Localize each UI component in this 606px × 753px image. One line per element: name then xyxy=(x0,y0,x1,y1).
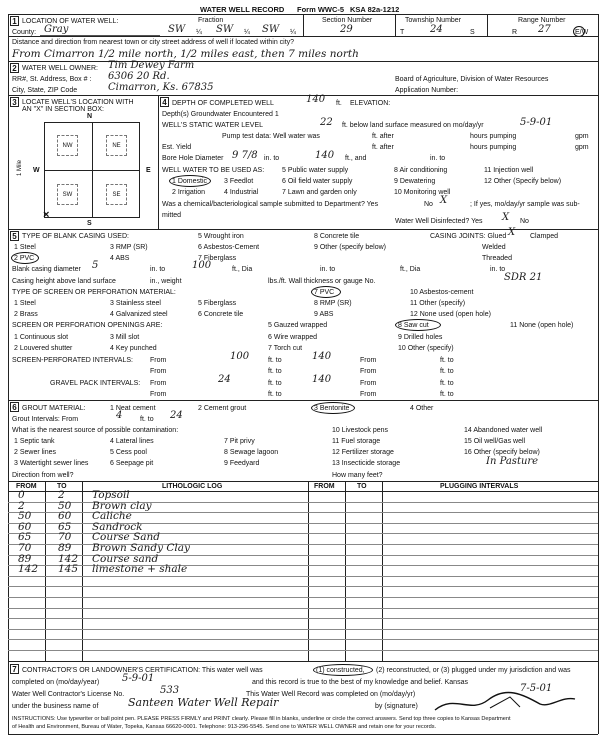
instructions: INSTRUCTIONS: Use typewriter or ball point pen. PLEASE PRESS FIRMLY and PRINT clearly. Please fill in blanks, underline or circle the correct answers. Send top three copies to Kansas Department xyxy=(12,716,511,722)
log-to: 2 xyxy=(58,489,65,501)
address-value: 6306 20 Rd. xyxy=(108,71,170,82)
log-from: 142 xyxy=(18,563,39,576)
log-from: 70 xyxy=(18,542,32,554)
fraction-3: SW xyxy=(262,24,280,35)
log-desc: Brown Sandy Clay xyxy=(92,542,190,554)
form-number: Form WWC-5 xyxy=(297,5,345,14)
signature xyxy=(430,690,580,716)
section-number-3: 3 xyxy=(10,97,19,107)
contamination-other: In Pasture xyxy=(486,456,539,467)
form-title: WATER WELL RECORD xyxy=(200,5,285,14)
distance-value: From Cimarron 1/2 mile north, 1/2 miles east, then 7 miles north xyxy=(12,48,359,60)
county-label: County: xyxy=(12,29,37,36)
depth-value: 140 xyxy=(306,94,326,105)
log-from: 2 xyxy=(18,499,25,512)
log-to: 89 xyxy=(58,542,72,554)
log-desc: Sandrock xyxy=(92,520,143,533)
log-desc: Course sand xyxy=(92,552,159,565)
owner-value: Tim Dewey Farm xyxy=(108,60,195,71)
log-to: 145 xyxy=(58,563,79,576)
grout-from: 4 xyxy=(116,410,123,421)
fraction-label: Fraction xyxy=(198,17,224,24)
township-label: Township Number xyxy=(405,17,462,24)
log-desc: Topsoil xyxy=(92,489,130,501)
perf-to: 140 xyxy=(312,351,332,362)
fraction-1: SW xyxy=(168,24,186,35)
range-label: Range Number xyxy=(518,17,566,24)
log-desc: Brown clay xyxy=(92,499,152,512)
log-from: 89 xyxy=(18,552,32,565)
ksa-number: KSA 82a-1212 xyxy=(350,5,400,14)
perf-from: 100 xyxy=(230,351,250,362)
city-value: Cimarron, Ks. 67835 xyxy=(108,82,214,93)
casing-diameter: 5 xyxy=(92,260,99,271)
log-desc: Course Sand xyxy=(92,531,161,544)
log-from: 60 xyxy=(18,520,32,533)
section-grid[interactable]: NW NE SW SE × xyxy=(44,122,140,218)
log-to: 60 xyxy=(58,510,72,523)
section-number-5: 5 xyxy=(10,231,19,241)
gravel-from: 24 xyxy=(218,374,231,385)
owner-label: WATER WELL OWNER: xyxy=(22,65,98,72)
log-to: 70 xyxy=(58,531,72,544)
record-date: 7-5-01 xyxy=(520,683,553,694)
log-from: 0 xyxy=(18,489,25,501)
section-number-6: 6 xyxy=(10,402,19,412)
section-value: 29 xyxy=(340,24,353,35)
completion-date: 5-9-01 xyxy=(122,673,155,684)
log-from: 50 xyxy=(18,510,32,523)
static-level: 22 xyxy=(320,117,333,128)
bore-to: 140 xyxy=(315,150,335,161)
business-name: Santeen Water Well Repair xyxy=(128,696,279,709)
license-number: 533 xyxy=(160,685,180,696)
gravel-to: 140 xyxy=(312,374,332,385)
section-label: Section Number xyxy=(322,17,373,24)
distance-label: Distance and direction from nearest town or city street address of well if located within city? xyxy=(12,39,295,46)
static-date: 5-9-01 xyxy=(520,117,553,128)
range-value: 27 xyxy=(538,24,551,35)
log-to: 142 xyxy=(58,552,79,565)
section-number-2: 2 xyxy=(10,63,19,73)
log-desc: Caliche xyxy=(92,510,132,523)
location-label: LOCATION OF WATER WELL: xyxy=(22,18,119,25)
section-number-1: 1 xyxy=(10,16,19,26)
section-number-7: 7 xyxy=(10,664,19,674)
casing-gauge: SDR 21 xyxy=(504,272,543,283)
log-from: 65 xyxy=(18,531,32,544)
bore-diameter: 9 7/8 xyxy=(232,150,258,161)
county-value: Gray xyxy=(44,24,69,35)
casing-to: 100 xyxy=(192,260,212,271)
township-value: 24 xyxy=(430,24,443,35)
fraction-2: SW xyxy=(216,24,234,35)
grout-to: 24 xyxy=(170,410,183,421)
log-desc: limestone + shale xyxy=(92,563,188,576)
log-to: 65 xyxy=(58,520,72,533)
section-number-4: 4 xyxy=(160,97,169,107)
log-to: 50 xyxy=(58,499,72,512)
